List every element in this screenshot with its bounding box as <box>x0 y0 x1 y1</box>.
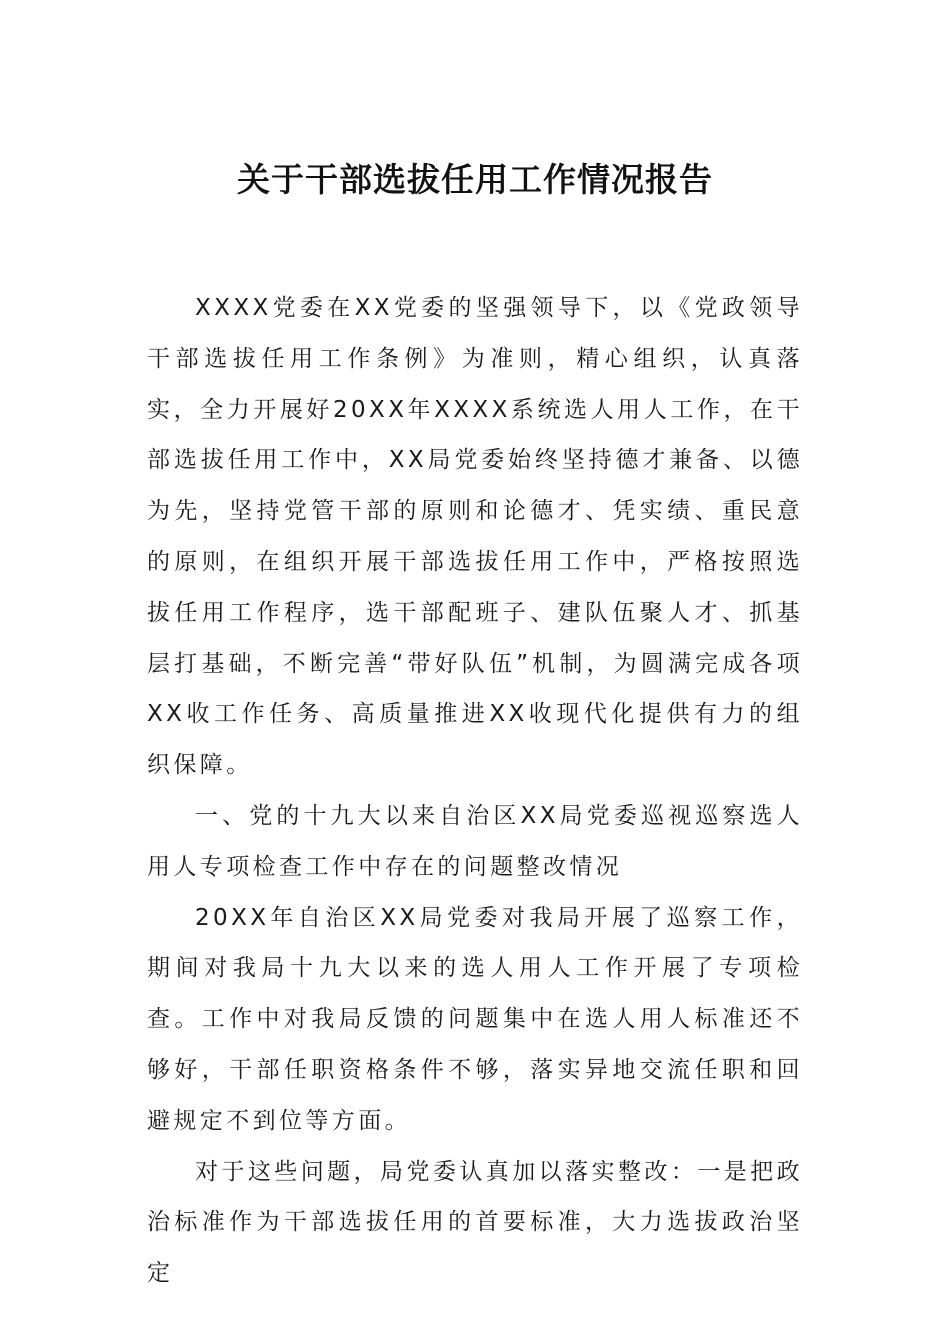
document-title: 关于干部选拔任用工作情况报告 <box>237 160 713 199</box>
paragraph-intro: XXXX党委在XX党委的坚强领导下，以《党政领导干部选拔任用工作条例》为准则，精心组织，认真落实，全力开展好20XX年XXXX系统选人用人工作，在干部选拔任用工作中，XX局党委始终坚持德才兼备、以德为先，坚持党管干部的原则和论德才、凭实绩、重民意的原则，在组织开展干部选拔任用工作中，严格按照选拔任用工作程序，选干部配班子、建队伍聚人才、抓基层打基础，不断完善“带好队伍”机制，为圆满完成各项XX收工作任务、高质量推进XX收现代化提供有力的组织保障。 <box>147 295 803 779</box>
paragraph-inspection: 20XX年自治区XX局党委对我局开展了巡察工作，期间对我局十九大以来的选人用人工作开展了专项检查。工作中对我局反馈的问题集中在选人用人标准还不够好，干部任职资格条件不够，落实异地交流任职和回避规定不到位等方面。 <box>147 904 803 1134</box>
document-body <box>147 283 803 1299</box>
paragraph-section-heading: 一、党的十九大以来自治区XX局党委巡视巡察选人用人专项检查工作中存在的问题整改情况 <box>147 802 803 880</box>
paragraph-rectification: 对于这些问题，局党委认真加以落实整改：一是把政治标准作为干部选拔任用的首要标准，大力选拔政治坚定 <box>147 1158 803 1287</box>
